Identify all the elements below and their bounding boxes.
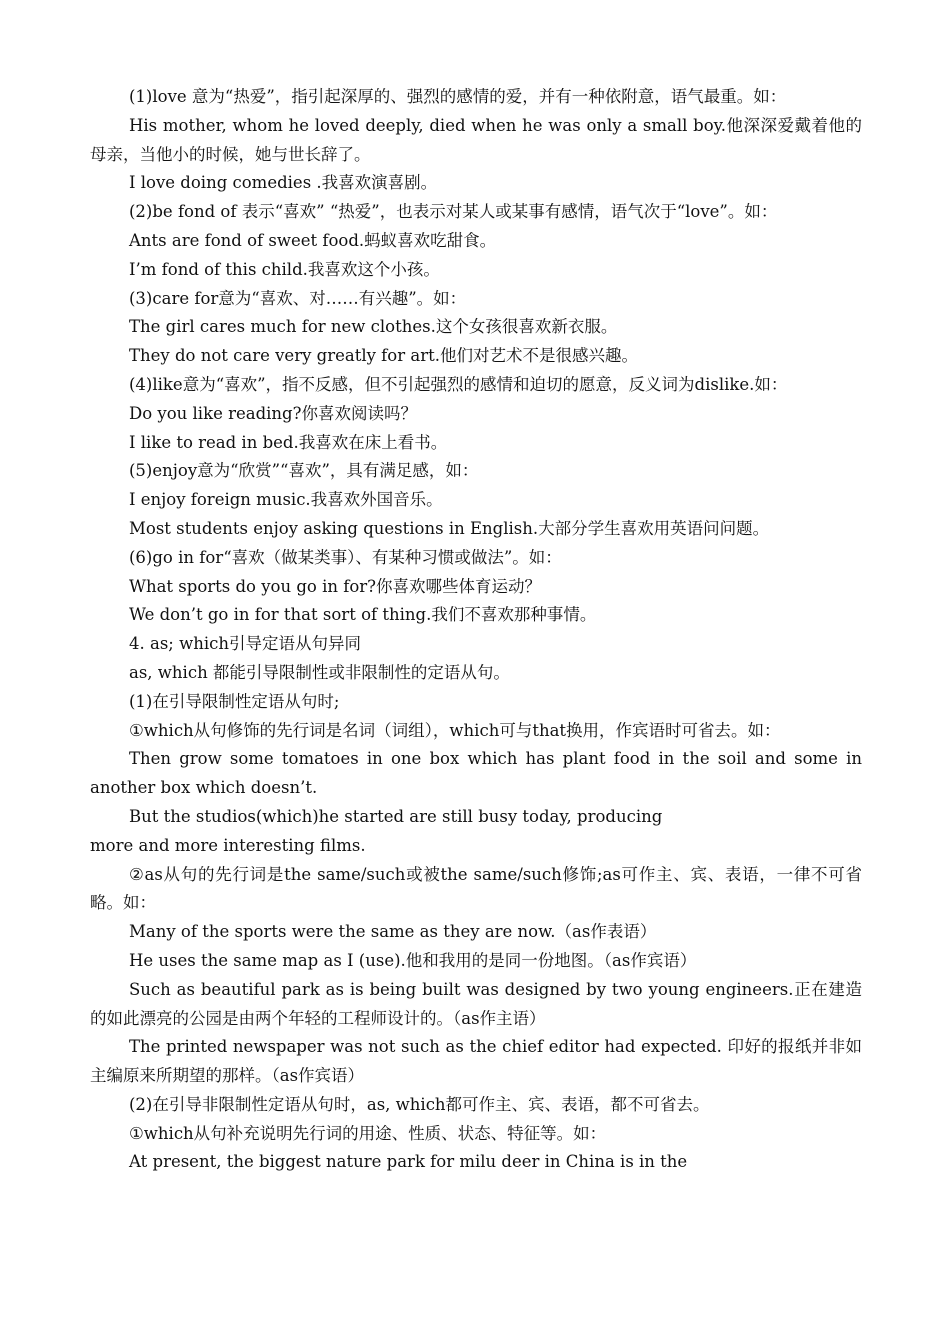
paragraph: Most students enjoy asking questions in English.大部分学生喜欢用英语问问题。 — [129, 518, 770, 538]
paragraph: (2)be fond of 表示“喜欢” “热爱”，也表示对某人或某事有感情，语气次于“love”。如： — [129, 202, 778, 222]
paragraph: What sports do you go in for?你喜欢哪些体育运动？ — [129, 576, 542, 596]
document-body — [90, 83, 862, 1177]
paragraph: (3)care for意为“喜欢、对……有兴趣”。如： — [129, 288, 467, 308]
paragraph: I enjoy foreign music.我喜欢外国音乐。 — [129, 490, 443, 510]
paragraph: We don’t go in for that sort of thing.我们不喜欢那种事情。 — [129, 605, 597, 625]
paragraph: Such as beautiful park as is being built was designed by two young engineers.正在建造的如此漂亮的公园是由两个年轻的工程师设计的。（as作主语） — [90, 979, 862, 1028]
paragraph: Do you like reading?你喜欢阅读吗？ — [129, 403, 417, 423]
paragraph: (2)在引导非限制性定语从句时，as, which都可作主、宾、表语，都不可省去。 — [129, 1094, 710, 1114]
paragraph: The girl cares much for new clothes.这个女孩很喜欢新衣服。 — [129, 317, 618, 337]
paragraph: He uses the same map as I (use).他和我用的是同一份地图。（as作宾语） — [129, 950, 697, 970]
paragraph: ②as从句的先行词是the same/such或被the same/such修饰;as可作主、宾、表语，一律不可省略。如： — [90, 864, 862, 913]
paragraph: I love doing comedies .我喜欢演喜剧。 — [129, 173, 438, 193]
paragraph: as, which 都能引导限制性或非限制性的定语从句。 — [129, 662, 510, 682]
paragraph: They do not care very greatly for art.他们对艺术不是很感兴趣。 — [129, 346, 638, 366]
paragraph: But the studios(which)he started are still busy today, producing — [129, 806, 663, 826]
paragraph: (4)like意为“喜欢”，指不反感，但不引起强烈的感情和迫切的愿意，反义词为dislike.如： — [129, 374, 788, 394]
paragraph: Many of the sports were the same as they are now.（as作表语） — [129, 922, 657, 942]
paragraph: more and more interesting films. — [90, 835, 366, 855]
paragraph: At present, the biggest nature park for milu deer in China is in the — [129, 1152, 688, 1172]
paragraph: 4. as; which引导定语从句异同 — [129, 634, 361, 654]
paragraph: His mother, whom he loved deeply, died when he was only a small boy.他深深爱戴着他的母亲，当他小的时候，她与世长辞了。 — [90, 115, 862, 164]
paragraph: (6)go in for“喜欢（做某类事）、有某种习惯或做法”。如： — [129, 547, 562, 567]
paragraph: Ants are fond of sweet food.蚂蚁喜欢吃甜食。 — [129, 230, 497, 250]
paragraph: (5)enjoy意为“欣赏”“喜欢”，具有满足感，如： — [129, 461, 479, 481]
paragraph: ①which从句补充说明先行词的用途、性质、状态、特征等。如： — [129, 1123, 607, 1143]
paragraph: I like to read in bed.我喜欢在床上看书。 — [129, 432, 448, 452]
paragraph: The printed newspaper was not such as the chief editor had expected. 印好的报纸并非如主编原来所期望的那样。（as作宾语） — [90, 1037, 862, 1086]
paragraph: (1)在引导限制性定语从句时; — [129, 691, 340, 711]
paragraph: ①which从句修饰的先行词是名词（词组），which可与that换用，作宾语时可省去。如： — [129, 720, 781, 740]
paragraph: Then grow some tomatoes in one box which has plant food in the soil and some in another box which doesn’t. — [90, 749, 862, 798]
paragraph: I’m fond of this child.我喜欢这个小孩。 — [129, 259, 440, 279]
paragraph: (1)love 意为“热爱”，指引起深厚的、强烈的感情的爱，并有一种依附意，语气最重。如： — [129, 87, 787, 106]
